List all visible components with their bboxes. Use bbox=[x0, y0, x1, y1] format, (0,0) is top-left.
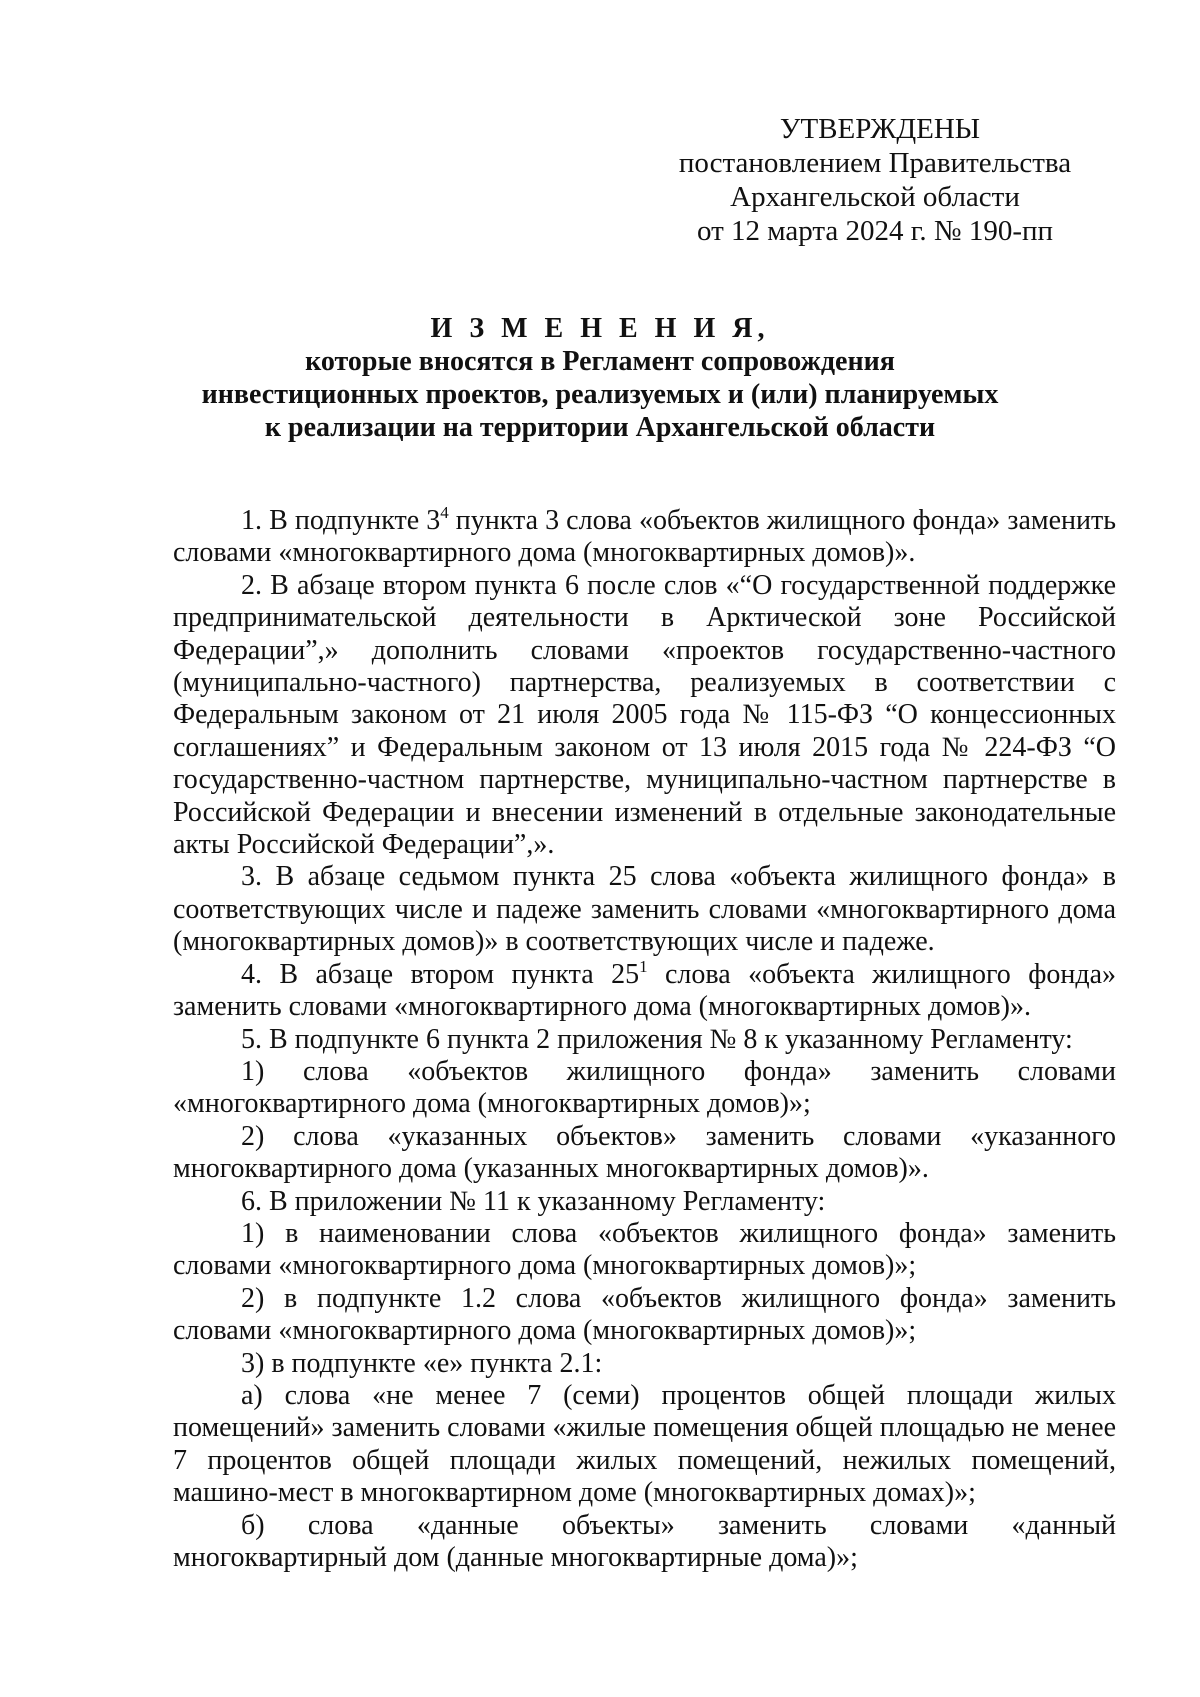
superscript-index: 4 bbox=[440, 503, 449, 522]
paragraph-item-5-1: 1) слова «объектов жилищного фонда» заменить словами «многоквартирного дома (многоквартирных домов)»; bbox=[173, 1055, 1116, 1120]
approval-line-3: от 12 марта 2024 г. № 190-пп bbox=[696, 215, 1054, 247]
document-title bbox=[150, 312, 1050, 444]
paragraph-item-6-3: 3) в подпункте «е» пункта 2.1: bbox=[241, 1347, 603, 1379]
title-line-3: к реализации на территории Архангельской области bbox=[264, 412, 936, 443]
approval-stamp bbox=[640, 112, 1110, 248]
paragraph-item-1: 1. В подпункте $3^4$ пункта 3 слова «объектов жилищного фонда» заменить словами «многоквартирного дома (многоквартирных домов)». bbox=[173, 503, 1116, 569]
document-body bbox=[173, 505, 1116, 1574]
paragraph-item-6-2: 2) в подпункте 1.2 слова «объектов жилищного фонда» заменить словами «многоквартирного дома (многоквартирных домов)»; bbox=[173, 1282, 1116, 1347]
paragraph-item-6-3-a: а) слова «не менее 7 (семи) процентов общей площади жилых помещений» заменить словами «жилые помещения общей площадью не менее 7 процентов общей площади жилых помещений, нежилых помещений, машино-мест в многоквартирном доме (многоквартирных домах)»; bbox=[173, 1379, 1117, 1509]
paragraph-item-5: 5. В подпункте 6 пункта 2 приложения № 8 к указанному Регламенту: bbox=[241, 1023, 1073, 1055]
approval-line-1: постановлением Правительства bbox=[678, 147, 1072, 179]
paragraph-item-3: 3. В абзаце седьмом пункта 25 слова «объекта жилищного фонда» в соответствующих числе и падеже заменить словами «многоквартирного дома (многоквартирных домов)» в соответствующих числе и падеже. bbox=[173, 861, 1116, 958]
paragraph-item-6-3-b: б) слова «данные объекты» заменить словами «данный многоквартирный дом (данные многоквартирные дома)»; bbox=[173, 1509, 1116, 1573]
superscript-index: 1 bbox=[639, 956, 648, 976]
paragraph-item-4: 4. В абзаце втором пункта $25^1$ слова «объекта жилищного фонда» заменить словами «многоквартирного дома (многоквартирных домов)». bbox=[173, 956, 1116, 1023]
paragraph-item-2: 2. В абзаце втором пункта 6 после слов «“О государственной поддержке предпринимательской деятельности в Арктической зоне Российской Федерации”,» дополнить словами «проектов государственно-частного (муниципально-частного) партнерства, реализуемых в соответствии с Федеральным законом от 21 июля 2005 года № 115-ФЗ “О концессионных соглашениях” и Федеральным законом от 13 июля 2015 года № 224-ФЗ “О государственно-частном партнерстве, муниципально-частном партнерстве в Российской Федерации и внесении изменений в отдельные законодательные акты Российской Федерации”,». bbox=[173, 569, 1116, 861]
title-line-2: инвестиционных проектов, реализуемых и (или) планируемых bbox=[201, 379, 999, 410]
paragraph-item-6: 6. В приложении № 11 к указанному Регламенту: bbox=[241, 1185, 826, 1217]
paragraph-item-6-1: 1) в наименовании слова «объектов жилищного фонда» заменить словами «многоквартирного дома (многоквартирных домов)»; bbox=[173, 1217, 1116, 1282]
title-heading: И З М Е Н Е Н И Я, bbox=[430, 313, 770, 344]
approval-heading: УТВЕРЖДЕНЫ bbox=[779, 113, 981, 145]
paragraph-item-5-2: 2) слова «указанных объектов» заменить словами «указанного многоквартирного дома (указанных многоквартирных домов)». bbox=[173, 1120, 1116, 1185]
approval-line-2: Архангельской области bbox=[730, 181, 1020, 213]
title-line-1: которые вносятся в Регламент сопровождения bbox=[305, 346, 895, 377]
